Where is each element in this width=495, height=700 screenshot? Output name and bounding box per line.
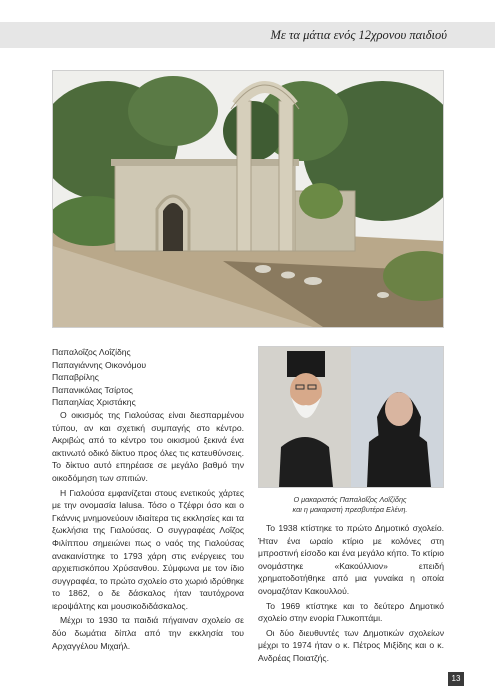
portrait-caption-line-2: και η μακαριστή πρεσβυτέρα Ελένη. xyxy=(292,505,408,514)
priest-name-3: Παπαβρίλης xyxy=(52,372,99,383)
paragraph-second-school: Το 1969 κτίστηκε και το δεύτερο Δημοτικό σχολείο στην ενορία Γλυκοπτάμι. xyxy=(258,600,444,624)
paragraph-settlement: Ο οικισμός της Γιαλούσας είναι διεσπαρμένου τύπου, αν και σχετική συμπαγής στο κέντρο. Ακριβώς από το κέντρο του οικισμού ξεκινά ένα ακτινωτό οδικό δίκτυο προς όλες τις κατευθύνσεις. Το δίκτυο αυτό επηρέασε σε μεγάλο βαθμό την οικοδόμηση των σπιτιών. xyxy=(52,409,244,483)
header-bar xyxy=(0,22,495,48)
chapel-illustration xyxy=(53,71,443,327)
paragraph-headmasters: Οι δύο διευθυντές των Δημοτικών σχολείων μέχρι το 1974 ήταν ο κ. Πέτρος Μιξίδης και ο κ. Ανδρέας Ποιατζής. xyxy=(258,627,444,663)
priest-name-2: Παπαγιάννης Οικονόμου xyxy=(52,359,147,370)
left-column xyxy=(52,346,244,654)
portrait-photo xyxy=(258,346,444,488)
portrait-caption xyxy=(258,495,442,515)
paragraph-first-school: Το 1938 κτίστηκε το πρώτο Δημοτικό σχολείο. Ήταν ένα ωραίο κτίριο με κολόνες στη μπροστινή είσοδο και ένα μεγάλο κήπο. Το κτίριο ονομάστηκε «Κακούλλιον» επειδή χρηματοδοτήθηκε από μια γυναίκα η οποία ονομαζόταν Κακουλλού. xyxy=(258,523,444,596)
priest-name-4: Παπανικόλας Τσίρτος xyxy=(52,384,133,395)
chapel-photo xyxy=(52,70,444,328)
portrait-caption-line-1: Ο μακαριστός Παπαλοΐζος Λοΐζίδης xyxy=(293,495,407,504)
right-column xyxy=(258,522,444,667)
portrait-illustration xyxy=(259,347,443,487)
priest-name-1: Παπαλοΐζος Λοΐζίδης xyxy=(52,347,131,357)
running-title: Με τα μάτια ενός 12χρονου παιδιού xyxy=(270,28,447,42)
paragraph-history: Η Γιαλούσα εμφανίζεται στους ενετικούς χάρτες με την ονομασία Ialusa. Τόσο ο Τζέφρι όσο και ο Γκάννις μνημονεύουν ιδιαίτερα τις εκκλησίες και τα ξωκλήσια της Γιαλούσας. Ο συγγραφέας Λοΐζος Φιλίππου σημειώνει πως ο ναός της Γιαλούσας ανακαινίστηκε το 1793 χάρη στις ενέργειες του αρχιεπισκόπου Χρύσανθου. Σύμφωνα με τον ίδιο συγγραφέα, το πρώτο σχολείο στο χωριό ιδρύθηκε το 1862, ο δε δάσκαλος ήταν ταυτόχρονα ιεροψάλτης και μουσικοδιδάσκαλος. xyxy=(52,487,244,611)
paragraph-school-rooms: Μέχρι το 1930 τα παιδιά πήγαιναν σχολείο σε δύο δωμάτια δίπλα από την εκκλησία του Αρχαγγέλου Μιχαήλ. xyxy=(52,615,244,651)
priest-name-5: Παπαηλίας Χριστάκης xyxy=(52,397,136,408)
page-number: 13 xyxy=(448,672,464,686)
